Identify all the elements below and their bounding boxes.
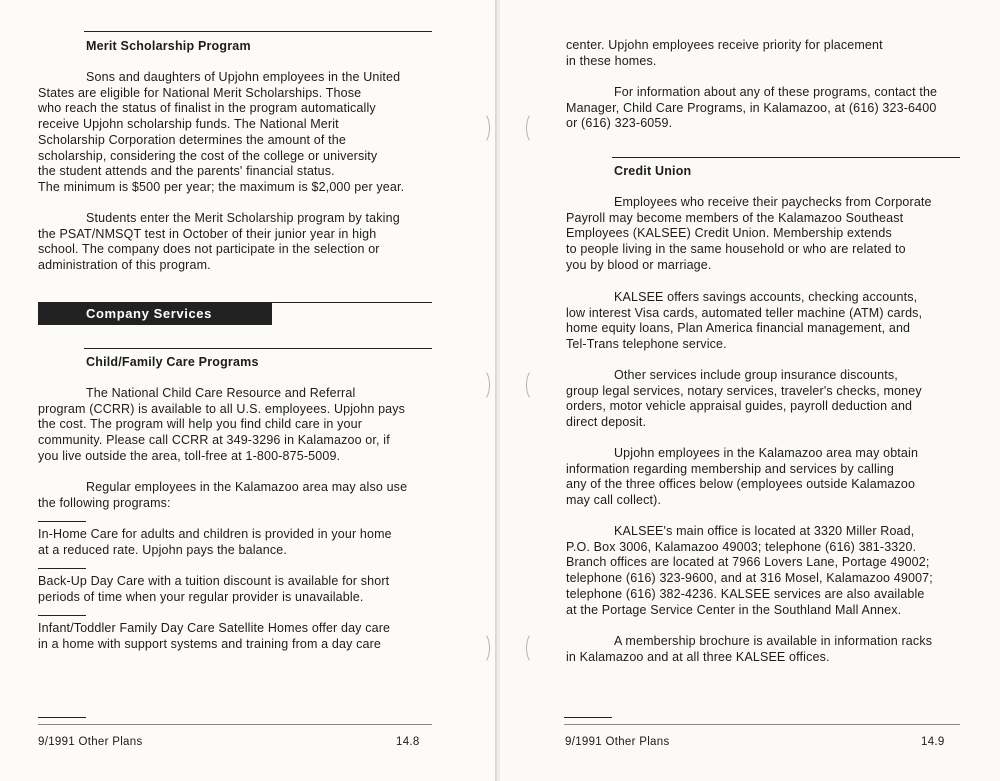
page-number-left: 14.8 (396, 736, 420, 748)
merit-paragraph-2: Students enter the Merit Scholarship program by taking the PSAT/NMSQT test in October of their junior year in high school. The company does not participate in the selection or administration of this program. (38, 211, 400, 273)
footer-divider-left (38, 724, 432, 725)
credit-paragraph-6: A membership brochure is available in information racks in Kalamazoo and at all three KALSEE offices. (566, 634, 933, 664)
right-page (500, 0, 1000, 781)
binder-hole-icon (526, 369, 542, 401)
footer-label-right: 9/1991 Other Plans (565, 736, 670, 748)
credit-union-heading: Credit Union (614, 164, 692, 178)
binder-hole-icon (474, 632, 490, 664)
childcare-item-2: Back-Up Day Care with a tuition discount is available for short periods of time when your regular provider is unavailable. (38, 574, 390, 604)
footer-label-left: 9/1991 Other Plans (38, 736, 143, 748)
company-services-banner: Company Services (38, 303, 272, 325)
binder-hole-icon (526, 112, 542, 144)
childcare-paragraph-1: The National Child Care Resource and Referral program (CCRR) is available to all U.S. employees. Upjohn pays the cost. The program will help you find child care in your community. Please call CCRR at 349-3296 in Kalamazoo or, if you live outside the area, toll-free at 1-800-875-5009. (38, 386, 406, 463)
childcare-heading: Child/Family Care Programs (86, 355, 259, 369)
merit-paragraph-1: Sons and daughters of Upjohn employees in the United States are eligible for National Merit Scholarships. Those who reach the status of finalist in the program automatically receive Upjohn scholarship funds. The National Merit Scholarship Corporation determines the amount of the scholarship, considering the cost of the college or university the student attends and the parents' financial status. The minimum is $500 per year; the maximum is $2,000 per year. (38, 70, 405, 194)
credit-paragraph-5: KALSEE's main office is located at 3320 Miller Road, P.O. Box 3006, Kalamazoo 49003; telephone (616) 381-3320. Branch offices are located at 7966 Lovers Lane, Portage 49002; telephone (616) 323-9600, and at 316 Mosel, Kalamazoo 49007; telephone (616) 382-4236. KALSEE services are also available at the Portage Service Center in the Southland Mall Annex. (566, 524, 933, 617)
merit-heading-rule (84, 31, 432, 32)
childcare-contact-paragraph: For information about any of these programs, contact the Manager, Child Care Programs, in Kalamazoo, at (616) 323-6400 or (616) 323-6059. (566, 85, 938, 131)
footer-rule-left (38, 717, 86, 718)
merit-heading: Merit Scholarship Program (86, 39, 251, 53)
credit-paragraph-1: Employees who receive their paychecks from Corporate Payroll may become members of the Kalamazoo Southeast Employees (KALSEE) Credit Union. Membership extends to people living in the same household or who are related to you by blood or marriage. (566, 195, 932, 272)
credit-heading-rule (612, 157, 960, 158)
item-rule-2 (38, 568, 86, 569)
credit-paragraph-3: Other services include group insurance discounts, group legal services, notary services, traveler's checks, money orders, motor vehicle appraisal guides, payroll deduction and direct deposit. (566, 368, 922, 430)
credit-paragraph-2: KALSEE offers savings accounts, checking accounts, low interest Visa cards, automated teller machine (ATM) cards, home equity loans, Plan America financial management, and Tel-Trans telephone service. (566, 290, 923, 352)
childcare-continued: center. Upjohn employees receive priority for placement in these homes. (566, 38, 883, 68)
left-page (0, 0, 497, 781)
credit-paragraph-4: Upjohn employees in the Kalamazoo area may obtain information regarding membership and services by calling any of the three offices below (employees outside Kalamazoo may call collect). (566, 446, 919, 508)
binder-hole-icon (474, 369, 490, 401)
childcare-item-1: In-Home Care for adults and children is provided in your home at a reduced rate. Upjohn pays the balance. (38, 527, 392, 557)
footer-rule-right (564, 717, 612, 718)
page-number-right: 14.9 (921, 736, 945, 748)
binder-hole-icon (474, 112, 490, 144)
item-rule-1 (38, 521, 86, 522)
footer-divider-right (564, 724, 960, 725)
childcare-item-3: Infant/Toddler Family Day Care Satellite Homes offer day care in a home with support systems and training from a day care (38, 621, 391, 651)
childcare-heading-rule (84, 348, 432, 349)
item-rule-3 (38, 615, 86, 616)
binder-hole-icon (526, 632, 542, 664)
childcare-paragraph-2: Regular employees in the Kalamazoo area may also use the following programs: (38, 480, 408, 510)
